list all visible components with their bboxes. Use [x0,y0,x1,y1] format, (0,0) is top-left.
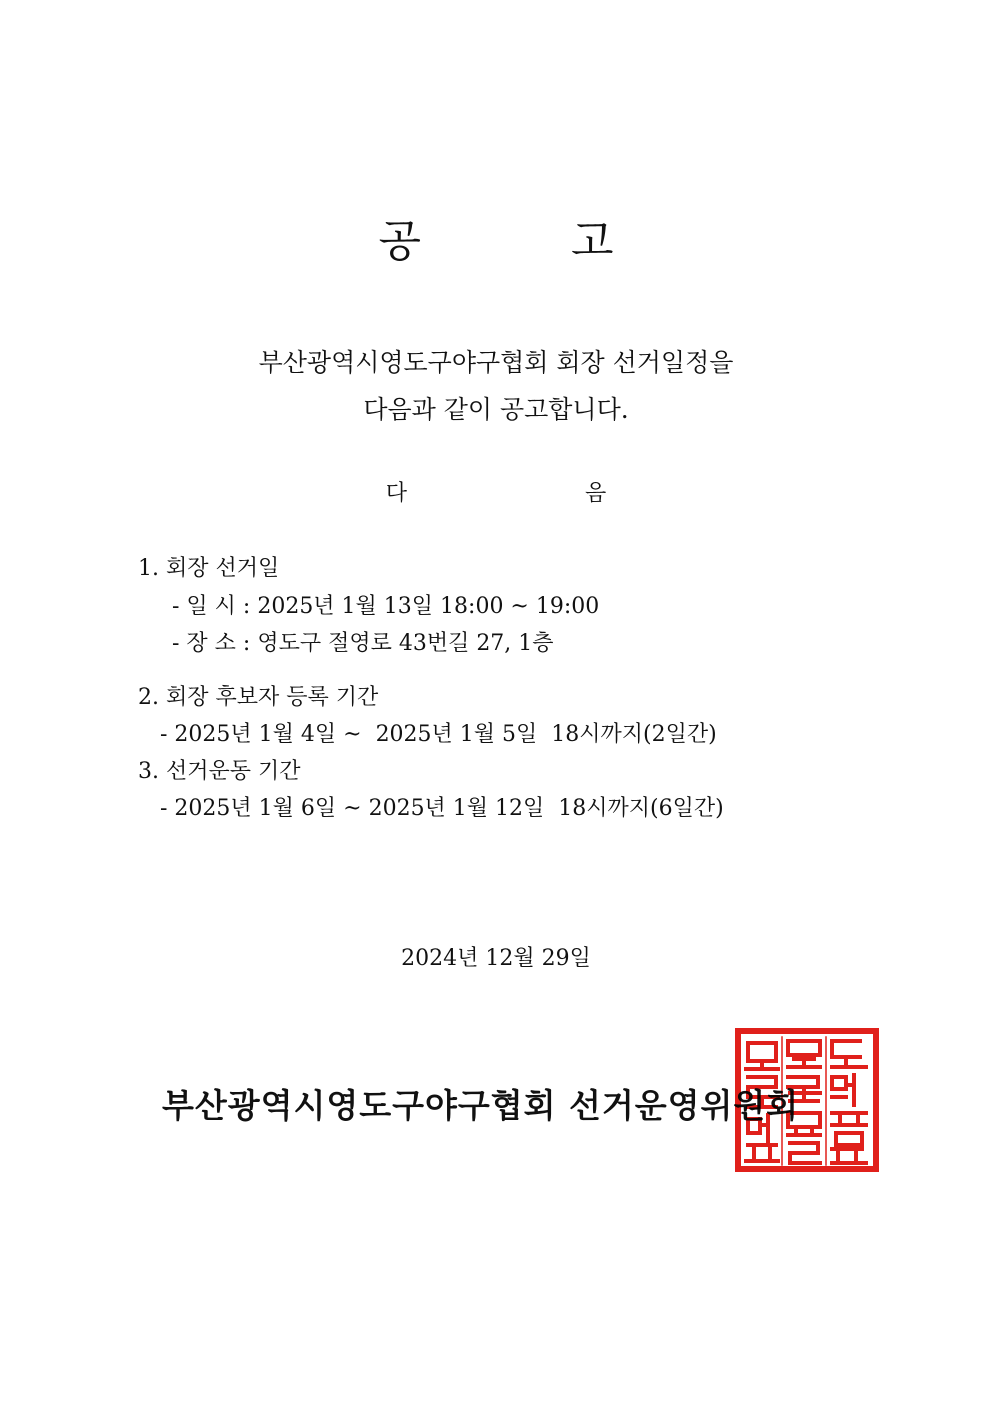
title-char-1: 공 [378,216,421,267]
official-seal-stamp [734,1027,880,1173]
document-title [0,205,992,269]
subheading-char-1: 다 [385,481,407,506]
section-3-item-period: - 2025년 1월 6일 ~ 2025년 1월 12일 18시까지(6일간) [160,796,724,821]
subheading [0,476,992,507]
announcement-date: 2024년 12월 29일 [401,946,591,971]
section-1-item-datetime: - 일 시 : 2025년 1월 13일 18:00 ~ 19:00 [172,594,600,619]
intro-line-1: 부산광역시영도구야구협회 회장 선거일정을 [258,348,734,377]
section-1-item-location: - 장 소 : 영도구 절영로 43번길 27, 1층 [172,631,554,656]
section-1-heading: 1. 회장 선거일 [138,556,280,581]
title-char-2: 고 [571,216,614,267]
section-3-heading: 3. 선거운동 기간 [138,759,301,784]
section-2-heading: 2. 회장 후보자 등록 기간 [138,685,379,710]
intro-line-2: 다음과 같이 공고합니다. [363,395,629,424]
organization-name: 부산광역시영도구야구협회 선거운영위원회 [162,1086,800,1125]
section-2-item-period: - 2025년 1월 4일 ~ 2025년 1월 5일 18시까지(2일간) [160,722,717,747]
subheading-char-2: 음 [585,481,607,506]
